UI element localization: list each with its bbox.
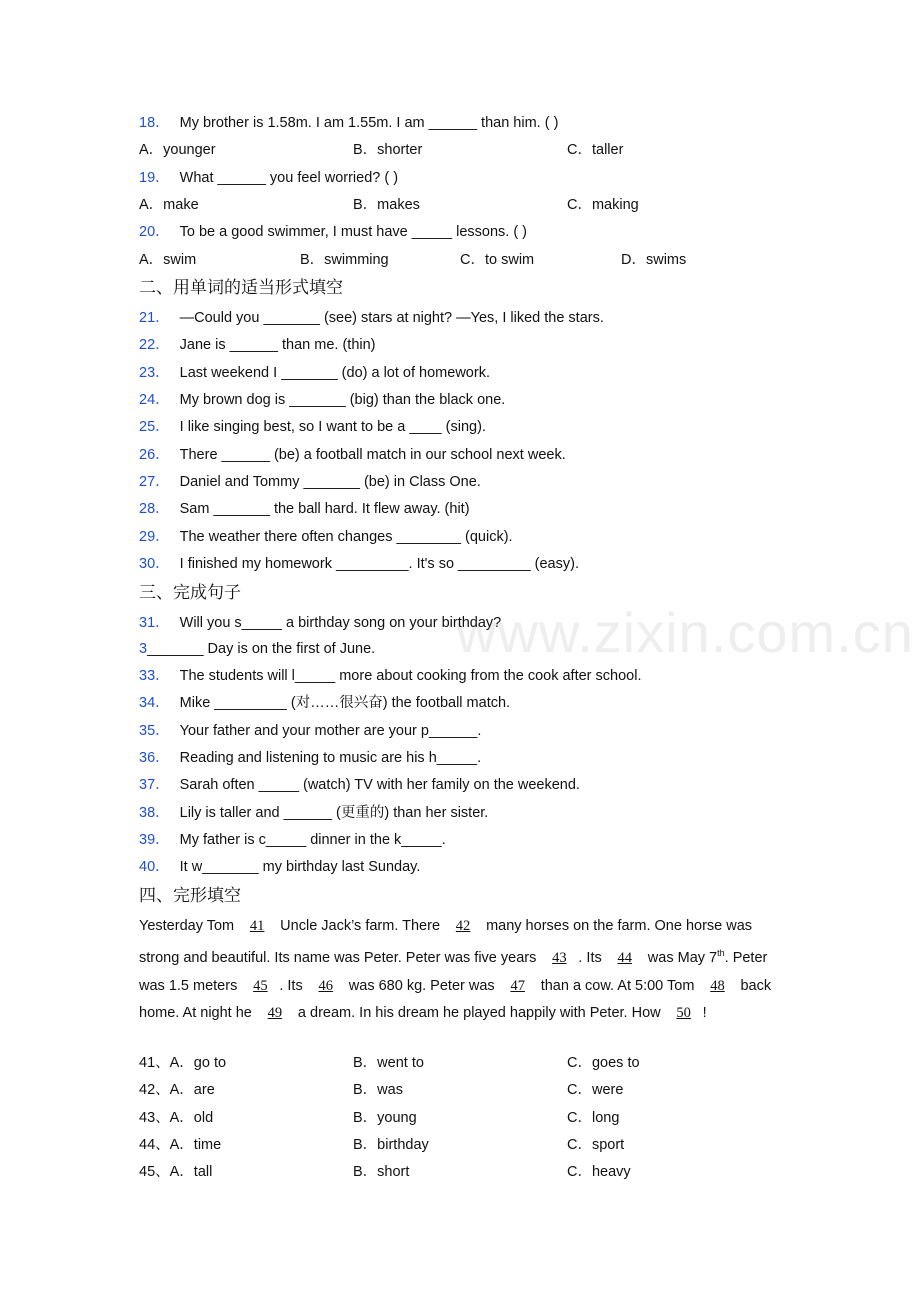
- section-heading-2: 二、用单词的适当形式填空: [139, 278, 343, 298]
- option-c: C．were: [567, 1082, 624, 1098]
- question-number: 35．: [139, 723, 170, 739]
- passage-text: Yesterday Tom: [139, 918, 239, 934]
- passage-text: was 680 kg. Peter was: [344, 977, 499, 994]
- question-21: [139, 308, 604, 328]
- question-number: 26．: [139, 447, 170, 463]
- superscript: th: [717, 948, 725, 959]
- question-number: 30．: [139, 556, 170, 572]
- question-text: Lily is taller and ______ (更重的) than her sister.: [179, 805, 489, 821]
- question-20: [139, 222, 527, 242]
- blank-48: 48: [710, 977, 725, 994]
- passage-text: . Peter was 1.5 meters: [139, 950, 768, 994]
- passage-text: a dream. In his dream he played happily with Peter. How: [293, 1005, 665, 1022]
- question-text: Sam _______ the ball hard. It flew away. (hit): [179, 501, 470, 517]
- question-number: 34．: [139, 695, 170, 711]
- cloze-option-row-44: [139, 1135, 221, 1155]
- option-c: C．taller: [567, 142, 624, 158]
- option-a: A．old: [169, 1110, 214, 1126]
- blank-45: 45: [253, 977, 268, 994]
- question-number: 3: [139, 641, 148, 657]
- blank-42: 42: [455, 918, 471, 934]
- question-text: The students will l_____ more about cooking from the cook after school.: [179, 668, 642, 684]
- question-number: 31．: [139, 615, 170, 631]
- option-c: C．to swim: [460, 252, 535, 268]
- option-c: C．long: [567, 1110, 620, 1126]
- option-b: B．short: [353, 1164, 410, 1180]
- question-27: [139, 472, 481, 492]
- question-text: Reading and listening to music are his h_____.: [179, 750, 482, 766]
- question-text: My brother is 1.58m. I am 1.55m. I am ______ than him. ( ): [179, 115, 559, 131]
- option-c: C．goes to: [567, 1055, 640, 1071]
- question-33: [139, 666, 641, 686]
- question-number: 24．: [139, 392, 170, 408]
- question-text: I finished my homework _________. It's so _________ (easy).: [179, 556, 579, 572]
- passage-text: back home. At night he: [139, 977, 772, 1022]
- question-37: [139, 775, 580, 795]
- question-text: Daniel and Tommy _______ (be) in Class One.: [179, 474, 481, 490]
- passage-text: . Its: [279, 977, 307, 994]
- question-number: 33．: [139, 668, 170, 684]
- passage-text: was May 7: [643, 950, 718, 967]
- question-29: [139, 527, 513, 547]
- question-36: [139, 748, 481, 768]
- question-19: [139, 168, 398, 188]
- option-a: A．go to: [169, 1055, 227, 1071]
- question-39: [139, 830, 446, 850]
- question-28: [139, 499, 470, 519]
- option-b: B．swimming: [300, 252, 389, 268]
- question-number: 39．: [139, 832, 170, 848]
- cloze-option-row-42: [139, 1080, 215, 1100]
- blank-47: 47: [510, 977, 525, 994]
- question-text: What ______ you feel worried? ( ): [179, 170, 399, 186]
- passage-text: many horses on the farm. One horse was strong and beautiful. Its name was Peter. Peter was five years: [139, 918, 753, 967]
- option-a: A．time: [169, 1137, 222, 1153]
- option-a: A．swim: [139, 252, 197, 268]
- blank-44: 44: [617, 950, 633, 967]
- option-a: A．make: [139, 197, 199, 213]
- passage-text: !: [702, 1005, 707, 1022]
- question-number: 21．: [139, 310, 170, 326]
- question-text: Last weekend I _______ (do) a lot of homework.: [179, 365, 490, 381]
- section-heading-3: 三、完成句子: [139, 583, 241, 603]
- question-number: 27．: [139, 474, 170, 490]
- watermark: www.zixin.com.cn: [456, 601, 914, 664]
- option-number: 44、: [139, 1137, 170, 1153]
- question-text: The weather there often changes ________ (quick).: [179, 529, 513, 545]
- option-c: C．heavy: [567, 1164, 631, 1180]
- question-text: Jane is ______ than me. (thin): [179, 337, 376, 353]
- option-number: 45、: [139, 1164, 170, 1180]
- question-number: 36．: [139, 750, 170, 766]
- question-number: 37．: [139, 777, 170, 793]
- question-text: Mike _________ (对……很兴奋) the football match.: [179, 695, 511, 711]
- option-number: 43、: [139, 1110, 170, 1126]
- cloze-option-row-45: [139, 1162, 212, 1182]
- option-b: B．was: [353, 1082, 403, 1098]
- passage-text: than a cow. At 5:00 Tom: [536, 977, 699, 994]
- option-number: 42、: [139, 1082, 170, 1098]
- question-text: _______ Day is on the first of June.: [147, 641, 376, 657]
- blank-50: 50: [676, 1005, 691, 1022]
- question-30: [139, 554, 579, 574]
- question-35: [139, 721, 481, 741]
- question-number: 25．: [139, 419, 170, 435]
- question-26: [139, 445, 566, 465]
- question-23: [139, 363, 490, 383]
- option-b: B．makes: [353, 197, 420, 213]
- passage-text: Uncle Jack’s farm. There: [276, 918, 445, 934]
- option-number: 41、: [139, 1055, 170, 1071]
- option-a: A．younger: [139, 142, 216, 158]
- question-text: Will you s_____ a birthday song on your birthday?: [179, 615, 502, 631]
- question-text: My father is c_____ dinner in the k_____.: [179, 832, 446, 848]
- question-number: 20．: [139, 224, 170, 240]
- question-24: [139, 390, 505, 410]
- question-31: [139, 613, 501, 633]
- cloze-option-row-43: [139, 1108, 213, 1128]
- cloze-option-row-41: [139, 1053, 226, 1073]
- question-text: Sarah often _____ (watch) TV with her family on the weekend.: [179, 777, 580, 793]
- blank-49: 49: [267, 1005, 283, 1022]
- question-38: [139, 803, 488, 823]
- question-32: [139, 639, 375, 659]
- question-text: My brown dog is _______ (big) than the black one.: [179, 392, 506, 408]
- question-22: [139, 335, 376, 355]
- question-34: [139, 693, 510, 713]
- question-text: There ______ (be) a football match in our school next week.: [179, 447, 566, 463]
- question-number: 29．: [139, 529, 170, 545]
- section-heading-4: 四、完形填空: [139, 886, 241, 906]
- question-number: 28．: [139, 501, 170, 517]
- question-text: —Could you _______ (see) stars at night? —Yes, I liked the stars.: [179, 310, 604, 326]
- question-text: To be a good swimmer, I must have _____ lessons. ( ): [179, 224, 528, 240]
- blank-46: 46: [318, 977, 333, 994]
- question-number: 40．: [139, 859, 170, 875]
- question-18: [139, 113, 558, 133]
- option-b: B．birthday: [353, 1137, 429, 1153]
- blank-43: 43: [552, 950, 567, 967]
- option-a: A．tall: [169, 1164, 213, 1180]
- question-number: 22．: [139, 337, 170, 353]
- option-b: B．went to: [353, 1055, 424, 1071]
- option-c: C．sport: [567, 1137, 625, 1153]
- option-a: A．are: [169, 1082, 215, 1098]
- option-b: B．shorter: [353, 142, 423, 158]
- question-number: 23．: [139, 365, 170, 381]
- option-b: B．young: [353, 1110, 417, 1126]
- cloze-passage: [139, 913, 779, 1027]
- blank-41: 41: [249, 918, 265, 934]
- question-text: I like singing best, so I want to be a ____ (sing).: [179, 419, 486, 435]
- question-text: It w_______ my birthday last Sunday.: [179, 859, 421, 875]
- passage-text: . Its: [578, 950, 606, 967]
- question-number: 18．: [139, 115, 170, 131]
- question-text: Your father and your mother are your p______.: [179, 723, 482, 739]
- option-c: C．making: [567, 197, 639, 213]
- question-number: 19．: [139, 170, 170, 186]
- question-25: [139, 417, 486, 437]
- option-d: D．swims: [621, 252, 687, 268]
- question-40: [139, 857, 420, 877]
- question-number: 38．: [139, 805, 170, 821]
